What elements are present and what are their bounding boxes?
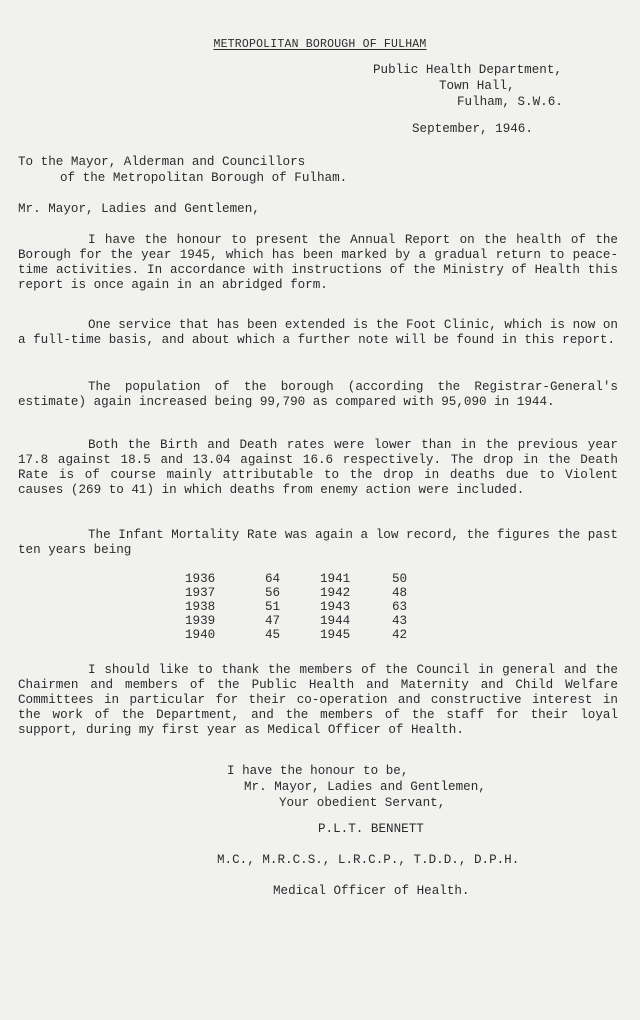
year-cell: 1938 [185,600,216,614]
rate-cell: 64 [265,572,281,586]
addressee-line: of the Metropolitan Borough of Fulham. [60,171,348,185]
letter-date: September, 1946. [412,122,533,136]
address-line: Town Hall, [439,79,515,93]
rate-cell: 50 [392,572,408,586]
valediction-line: Your obedient Servant, [279,796,446,810]
table-row [185,614,422,628]
rate-cell: 47 [265,614,281,628]
year-cell: 1941 [320,572,351,586]
year-cell: 1940 [185,628,216,642]
table-row [185,586,422,600]
signatory-name: P.L.T. BENNETT [318,822,424,836]
rate-cell: 63 [392,600,408,614]
valediction-line: Mr. Mayor, Ladies and Gentlemen, [244,780,486,794]
salutation: Mr. Mayor, Ladies and Gentlemen, [18,202,260,216]
rate-cell: 56 [265,586,281,600]
paragraph-population: The population of the borough (according the Registrar-General's estimate) again increased being 99,790 as compared with 95,090 in 1944. [18,380,618,409]
table-row [185,628,422,642]
year-cell: 1945 [320,628,351,642]
sender-address [373,62,563,110]
signatory-title: Medical Officer of Health. [273,884,470,898]
year-cell: 1943 [320,600,351,614]
valediction-line: I have the honour to be, [227,764,409,778]
rate-cell: 45 [265,628,281,642]
infant-mortality-table [185,572,422,642]
paragraph-annual-report: I have the honour to present the Annual Report on the health of the Borough for the year 1945, which has been marked by a gradual return to peace-time activities. In accordance with instructions of the Ministry of Health this report is once again in an abridged form. [18,233,618,292]
heading-text: METROPOLITAN BOROUGH OF FULHAM [213,38,427,51]
addressee [18,154,347,186]
rate-cell: 48 [392,586,408,600]
document-heading [0,38,640,51]
signatory-qualifications: M.C., M.R.C.S., L.R.C.P., T.D.D., D.P.H. [217,853,520,867]
year-cell: 1942 [320,586,351,600]
addressee-line: To the Mayor, Alderman and Councillors [18,155,306,169]
paragraph-acknowledgements: I should like to thank the members of the Council in general and the Chairmen and members of the Public Health and Maternity and Child Welfare Committees in particular for their co-operation and constructive interest in the work of the Department, and the members of the staff for their loyal support, during my first year as Medical Officer of Health. [18,663,618,737]
paragraph-foot-clinic: One service that has been extended is the Foot Clinic, which is now on a full-time basis, and about which a further note will be found in this report. [18,318,618,347]
address-line: Public Health Department, [373,63,562,77]
rate-cell: 51 [265,600,281,614]
rate-cell: 43 [392,614,408,628]
year-cell: 1937 [185,586,216,600]
year-cell: 1939 [185,614,216,628]
table-row [185,572,422,586]
valediction [0,763,640,811]
paragraph-infant-mortality: The Infant Mortality Rate was again a low record, the figures the past ten years being [18,528,618,557]
rate-cell: 42 [392,628,408,642]
address-line: Fulham, S.W.6. [457,95,563,109]
paragraph-birth-death-rates: Both the Birth and Death rates were lower than in the previous year 17.8 against 18.5 and 13.04 against 16.6 respectively. The drop in the Death Rate is of course mainly attributable to the drop in deaths due to Violent causes (269 to 41) in which deaths from enemy action were included. [18,438,618,497]
year-cell: 1944 [320,614,351,628]
year-cell: 1936 [185,572,216,586]
table-row [185,600,422,614]
